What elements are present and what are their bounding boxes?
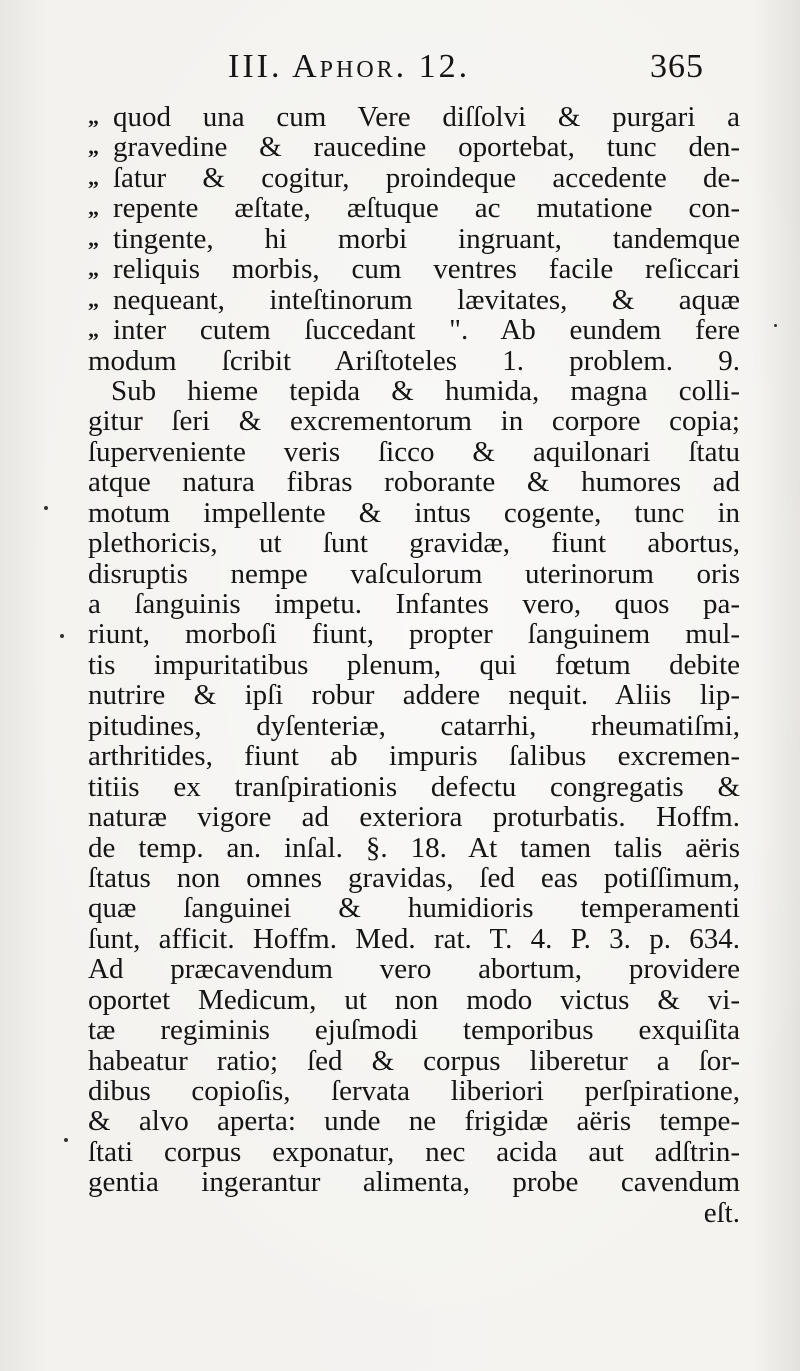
line-text: pitudines, dyſenteriæ, catarrhi, rheumatiſmi,: [88, 709, 740, 742]
line-text: eſt.: [703, 1196, 740, 1229]
line-text: oportet Medicum, ut non modo victus & vi-: [88, 983, 740, 1016]
margin-speck: [60, 634, 64, 638]
text-line: [88, 863, 740, 893]
line-text: plethoricis, ut ſunt gravidæ, fiunt abortus,: [88, 527, 740, 560]
line-text: disruptis nempe vaſculorum uterinorum oris: [88, 557, 740, 590]
text-line: [88, 924, 740, 954]
text-line: [88, 893, 740, 923]
text-line: [88, 467, 740, 497]
line-text: reliquis morbis, cum ventres facile reſiccari: [113, 253, 740, 286]
line-text: tæ regiminis ejuſmodi temporibus exquiſita: [88, 1014, 740, 1047]
line-text: ſtatus non omnes gravidas, ſed eas potiſſimum,: [88, 861, 740, 894]
text-line: [88, 772, 740, 802]
line-text: nequeant, inteſtinorum lævitates, & aquæ: [113, 283, 740, 316]
text-line: [88, 406, 740, 436]
line-text: ſtati corpus exponatur, nec acida aut adſtrin-: [88, 1135, 740, 1168]
line-text: atque natura fibras roborante & humores ad: [88, 466, 740, 499]
text-line: [88, 163, 740, 193]
line-text: a ſanguinis impetu. Infantes vero, quos pa-: [88, 588, 740, 620]
text-line: [88, 193, 740, 223]
text-line: [88, 1015, 740, 1045]
line-text: riunt, morboſi fiunt, propter ſanguinem mul-: [88, 618, 740, 651]
text-line: [88, 285, 740, 315]
quote-mark: „: [88, 134, 98, 160]
text-line: [88, 102, 740, 132]
quote-mark: „: [88, 317, 98, 343]
line-text: gravedine & raucedine oportebat, tunc den-: [113, 131, 740, 164]
line-text: inter cutem ſuccedant ". Ab eundem fere: [113, 314, 740, 347]
text-line: [88, 680, 740, 710]
body-text: [88, 102, 740, 1228]
line-text: dibus copioſis, ſervata liberiori perſpiratione,: [88, 1075, 740, 1107]
text-line: [88, 559, 740, 589]
text-line: [88, 1106, 740, 1136]
line-text: ſatur & cogitur, proindeque accedente de-: [113, 161, 740, 194]
line-text: Sub hieme tepida & humida, magna colli-: [111, 374, 740, 407]
line-text: gitur ſeri & excrementorum in corpore copia;: [88, 405, 740, 438]
page-number: 365: [650, 48, 704, 85]
text-line: [88, 1046, 740, 1076]
line-text: naturæ vigore ad exteriora proturbatis. Hoffm.: [88, 801, 740, 834]
line-text: quod una cum Vere diſſolvi & purgari a: [113, 101, 740, 133]
line-text: gentia ingerantur alimenta, probe cavendum: [88, 1166, 740, 1199]
text-line: [88, 224, 740, 254]
quote-mark: „: [88, 286, 98, 312]
line-text: ſuperveniente veris ſicco & aquilonari ſtatu: [88, 435, 740, 468]
line-text: motum impellente & intus cogente, tunc in: [88, 496, 740, 529]
text-line: [88, 985, 740, 1015]
text-line: [88, 802, 740, 832]
text-line: [88, 1137, 740, 1167]
line-text: tingente, hi morbi ingruant, tandemque: [113, 222, 740, 255]
quote-mark: „: [88, 164, 98, 190]
page-header: [0, 48, 800, 92]
line-text: Ad præcavendum vero abortum, providere: [88, 953, 740, 986]
quote-mark: „: [88, 104, 98, 129]
text-line: [88, 528, 740, 558]
line-text: ſunt, afficit. Hoffm. Med. rat. T. 4. P. 3. p. 634.: [88, 922, 740, 955]
line-text: modum ſcribit Ariſtoteles 1. problem. 9.: [88, 344, 740, 377]
text-line: [88, 954, 740, 984]
line-text: quæ ſanguinei & humidioris temperamenti: [88, 892, 740, 925]
line-text: habeatur ratio; ſed & corpus liberetur a ſor-: [88, 1044, 740, 1077]
line-text: titiis ex tranſpirationis defectu congregatis &: [88, 770, 740, 803]
quote-mark: „: [88, 195, 98, 221]
line-text: tis impuritatibus plenum, qui fœtum debite: [88, 648, 740, 681]
text-line: [88, 589, 740, 619]
text-line: [88, 346, 740, 376]
text-line: [88, 315, 740, 345]
quote-mark: „: [88, 256, 98, 282]
text-line: [88, 741, 740, 771]
line-text: de temp. an. inſal. §. 18. At tamen talis aëris: [88, 831, 740, 864]
margin-speck: [64, 1138, 68, 1142]
text-line: [88, 1198, 740, 1228]
text-line: [88, 619, 740, 649]
text-line: [88, 437, 740, 467]
margin-speck: [44, 506, 48, 510]
text-line: [88, 650, 740, 680]
text-line: [88, 1076, 740, 1106]
text-line: [88, 1167, 740, 1197]
text-line: [88, 711, 740, 741]
text-line: [88, 254, 740, 284]
line-text: repente æſtate, æſtuque ac mutatione con-: [113, 192, 740, 225]
text-line: [88, 376, 740, 406]
text-line: [88, 498, 740, 528]
running-head: III. Aphor. 12.: [228, 48, 471, 85]
margin-speck: [774, 324, 777, 327]
text-line: [88, 132, 740, 162]
line-text: nutrire & ipſi robur addere nequit. Aliis lip-: [88, 679, 740, 712]
line-text: arthritides, fiunt ab impuris ſalibus excremen-: [88, 740, 740, 773]
quote-mark: „: [88, 225, 98, 251]
text-line: [88, 833, 740, 863]
line-text: & alvo aperta: unde ne frigidæ aëris tempe-: [88, 1105, 740, 1138]
